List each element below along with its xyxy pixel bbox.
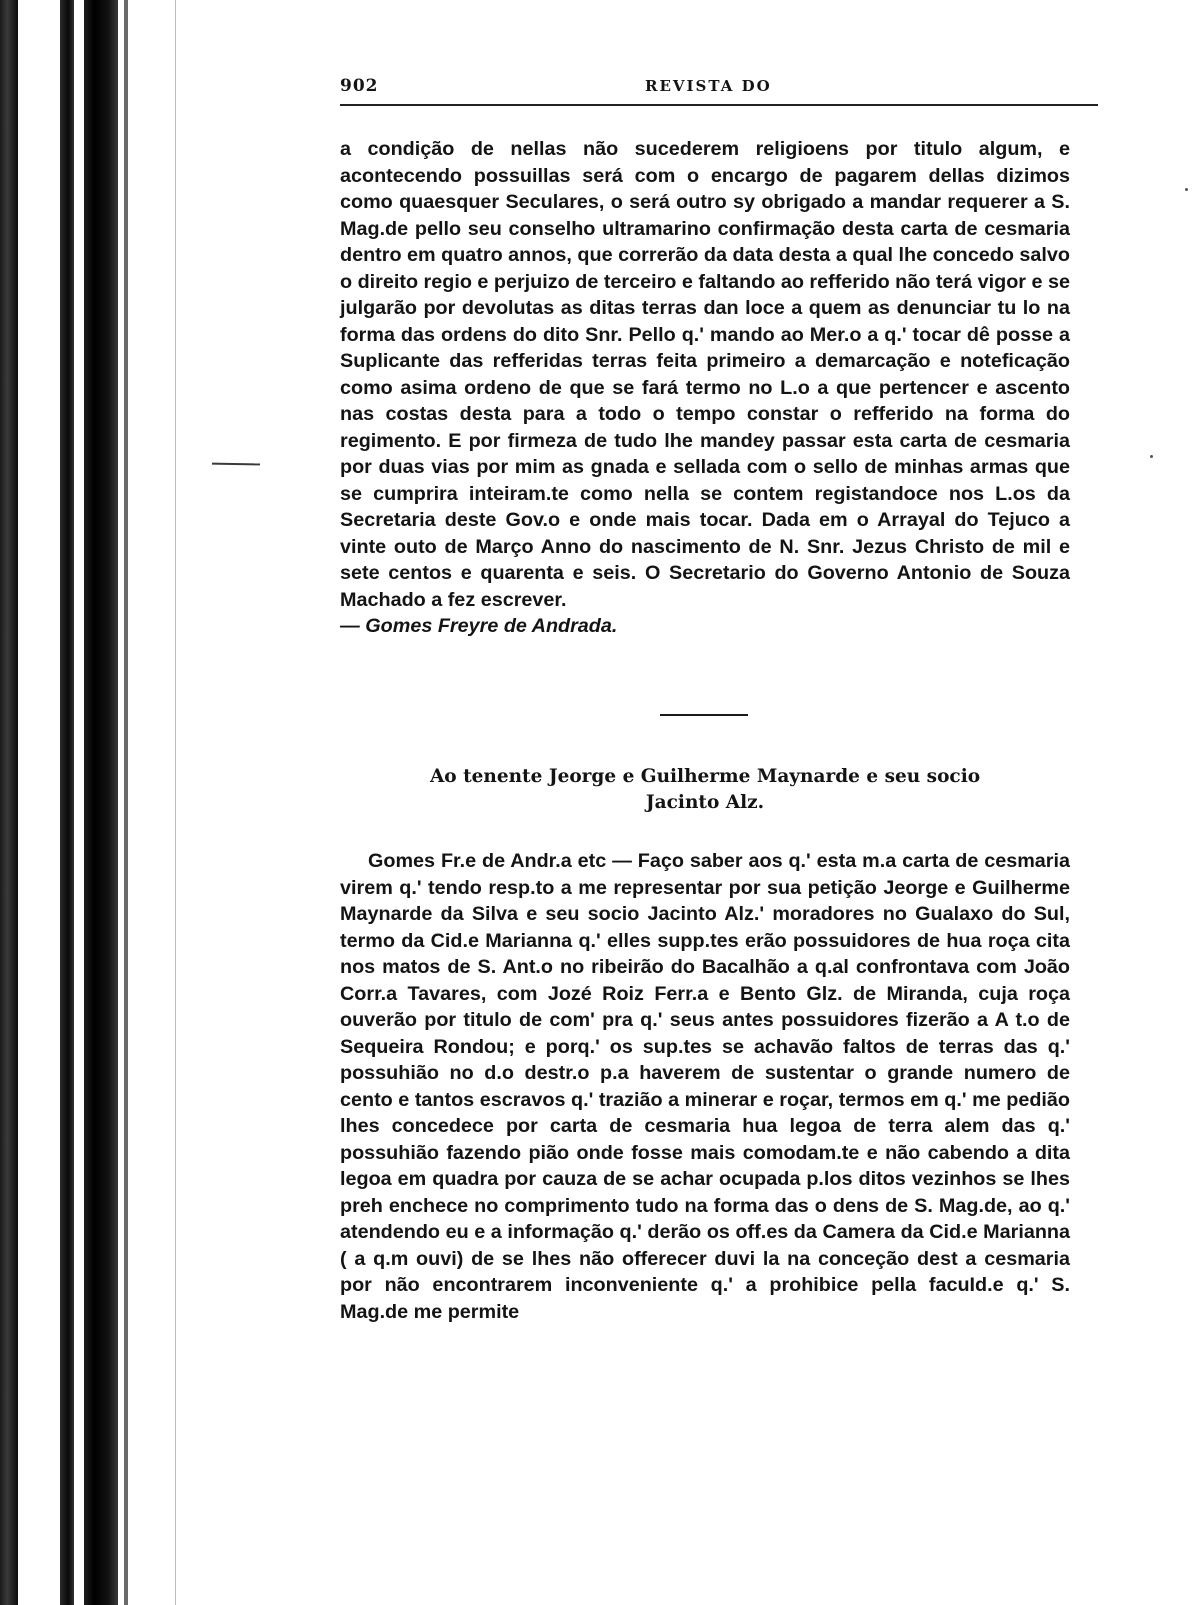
- book-binding-edge: [0, 0, 140, 1605]
- binding-shadow: [60, 0, 74, 1605]
- continuation-block: [340, 136, 1070, 640]
- page-number: 902: [340, 76, 379, 96]
- section-paragraph: Gomes Fr.e de Andr.a etc — Faço saber aos q.' esta m.a carta de cesmaria virem q.' tendo resp.to a me representar por sua petição Jeorge e Guilherme Maynarde da Silva e seu socio Jacinto Alz.' moradores no Gualaxo do Sul, termo da Cid.e Marianna q.' elles supp.tes erão possuidores de hua roça cita nos matos de S. Ant.o no ribeirão do Bacalhão a q.al confrontava com João Corr.a Tavares, com Jozé Roiz Ferr.a e Bento Glz. de Miranda, cuja roça ouverão por titulo de com' pra q.' seus antes possuidores fizerão a A t.o de Sequeira Rondou; e porq.' os sup.tes se achavão faltos de terras das q.' possuhião no d.o destr.o p.a haverem de sustentar o grande numero de cento e tantos escravos q.' trazião a minerar e roçar, termos em q.' me pedião lhes concedece por carta de cesmaria hua legoa de terra alem das q.' possuhião fazendo pião onde fosse mais comodam.te e não cabendo a dita legoa em quadra por cauza de se achar ocupada p.los ditos vezinhos se lhes preh enchece no comprimento tudo na forma das o dens de S. Mag.de, ao q.' atendendo eu e a informação q.' derão os off.es da Camera da Cid.e Marianna ( a q.m ouvi) de se lhes não offerecer duvi la na conceção dest a cesmaria por não encontrarem inconveniente q.' a prohibice pella facuId.e q.' S. Mag.de me permite: [340, 850, 1070, 1323]
- scan-speck: [1150, 455, 1153, 458]
- section-heading-line: Ao tenente Jeorge e Guilherme Maynarde e seu socio: [429, 766, 981, 787]
- document-page: [340, 70, 1095, 1323]
- page-fold-line: [175, 0, 176, 1605]
- scan-speck: [1185, 188, 1188, 191]
- section-body: [340, 848, 1070, 1325]
- page-header: [340, 70, 1095, 102]
- margin-mark: [212, 463, 260, 466]
- signature-line: — Gomes Freyre de Andrada.: [340, 615, 618, 637]
- binding-shadow: [124, 0, 128, 1605]
- binding-shadow: [84, 0, 118, 1605]
- binding-shadow: [0, 0, 18, 1605]
- running-title: REVISTA DO: [645, 77, 772, 95]
- section-divider: [660, 714, 748, 716]
- continuation-text: a condição de nellas não sucederem religioens por titulo algum, e acontecendo possuillas será com o encargo de pagarem dellas dizimos como quaesquer Seculares, o será outro sy obrigado a mandar requerer a S. Mag.de pello seu conselho ultramarino confirmação desta carta de cesmaria dentro em quatro annos, que correrão da data desta a qual lhe concedo salvo o direito regio e perjuizo de terceiro e faltando ao refferido não terá vigor e se julgarão por devolutas as ditas terras dan loce a quem as denunciar tu lo na forma das ordens do dito Snr. Pello q.' mando ao Mer.o a q.' tocar dê posse a Suplicante das refferidas terras feita primeiro a demarcação e noteficação como asima ordeno de que se fará termo no L.o a que pertencer e ascento nas costas desta para a todo o tempo constar o refferido na forma do regimento. E por firmeza de tudo lhe mandey passar esta carta de cesmaria por duas vias por mim as gnada e sellada com o sello de minhas armas que se cumprira inteiram.te como nella se contem registandoce nos L.os da Secretaria deste Gov.o e onde mais tocar. Dada em o Arrayal do Tejuco a vinte outo de Março Anno do nascimento de N. Snr. Jezus Christo de mil e sete centos e quarenta e seis. O Secretario do Governo Antonio de Souza Machado a fez escrever.: [340, 138, 1070, 611]
- continuation-paragraph: [340, 136, 1070, 640]
- header-rule: [340, 104, 1098, 106]
- section-heading: [340, 764, 1070, 816]
- section-heading-line: Jacinto Alz.: [645, 792, 765, 813]
